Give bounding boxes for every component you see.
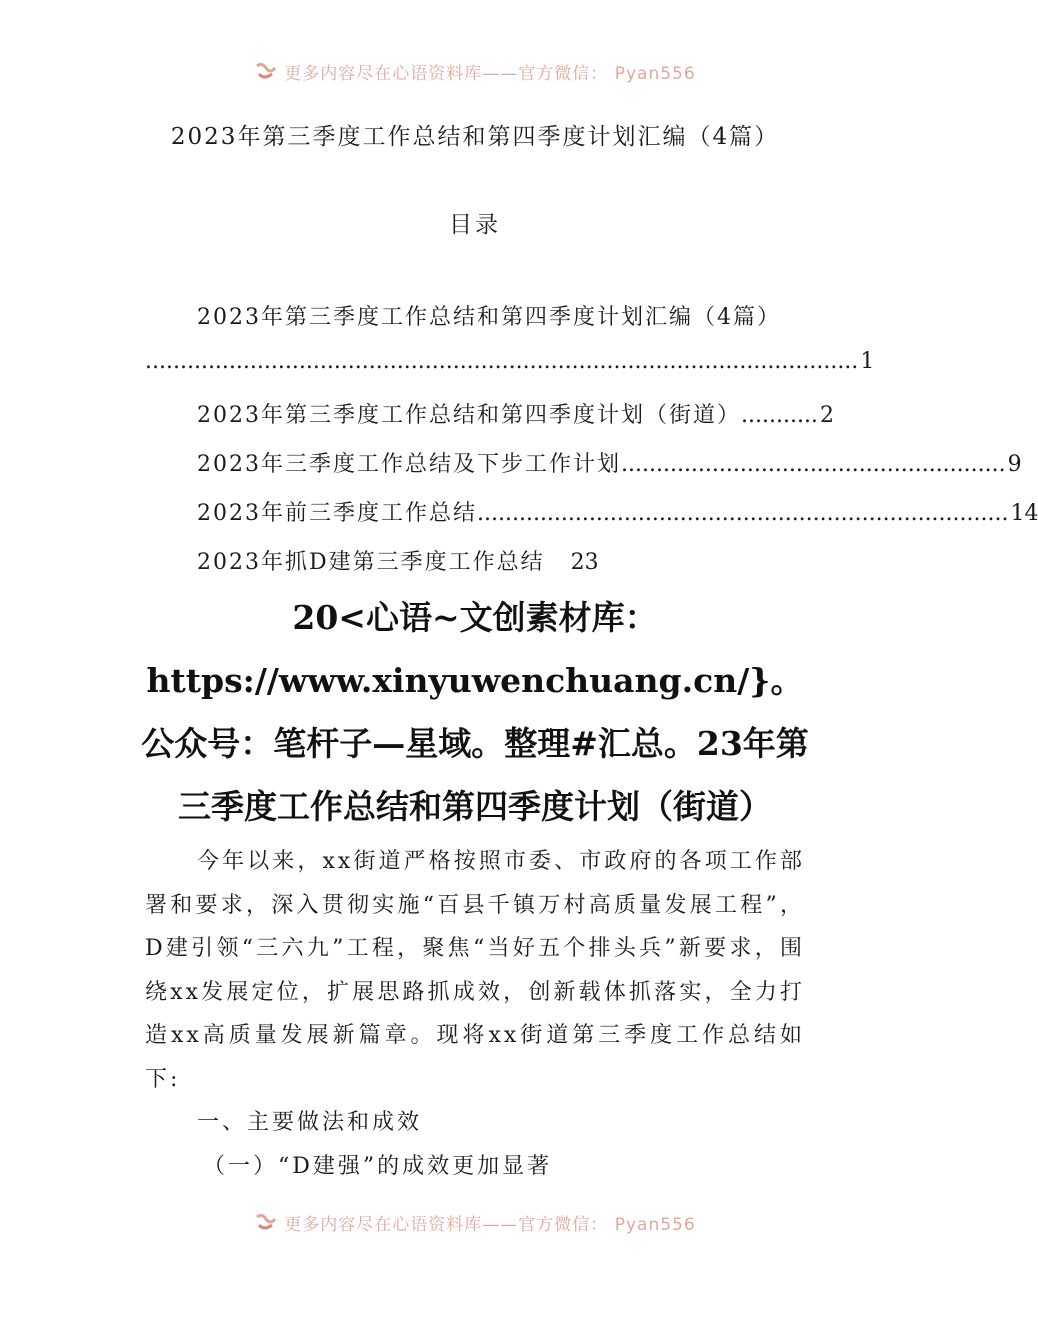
toc-entry-1[interactable] bbox=[145, 300, 805, 331]
watermark-bottom bbox=[0, 1207, 950, 1237]
toc-dot-leader: ...................................................................................................... bbox=[145, 349, 859, 374]
toc-dot-leader: ....................................................... bbox=[621, 452, 1006, 477]
toc-page-number: 9 bbox=[1007, 452, 1022, 477]
body-text bbox=[145, 840, 805, 1188]
toc-entry-title: 2023年第三季度工作总结和第四季度计划汇编（4篇） bbox=[197, 305, 781, 330]
toc-entry-4[interactable] bbox=[145, 496, 1038, 527]
toc-page-number: 14 bbox=[1010, 501, 1038, 526]
logo-icon bbox=[254, 60, 278, 82]
document-title: 2023年第三季度工作总结和第四季度计划汇编（4篇） bbox=[170, 124, 780, 150]
toc-page-number: 1 bbox=[860, 349, 875, 374]
toc-entry-2[interactable] bbox=[145, 398, 834, 429]
body-paragraph: 今年以来，xx街道严格按照市委、市政府的各项工作部署和要求，深入贯彻实施“百县千镇万村高质量发展工程”，D建引领“三六九”工程，聚焦“当好五个排头兵”新要求，围绕xx发展定位，扩展思路抓成效，创新载体抓落实，全力打造xx高质量发展新篇章。现将xx街道第三季度工作总结如下: bbox=[145, 849, 805, 1092]
logo-icon bbox=[254, 1211, 278, 1233]
toc-entry-title: 2023年三季度工作总结及下步工作计划 bbox=[197, 452, 621, 477]
subsection-title: （一）“D建强”的成效更加显著 bbox=[203, 1153, 553, 1179]
watermark-top bbox=[0, 56, 950, 86]
toc-entry-title: 2023年前三季度工作总结 bbox=[197, 501, 477, 526]
toc-heading: 目录 bbox=[449, 212, 501, 238]
watermark-text: 更多内容尽在心语资料库——官方微信： Pyan556 bbox=[284, 63, 696, 84]
toc-entry-5[interactable] bbox=[145, 545, 599, 576]
toc-dot-leader: ............................................................................ bbox=[477, 501, 1009, 526]
toc-entry-3[interactable] bbox=[145, 447, 1022, 478]
toc-page-number: 23 bbox=[570, 550, 599, 575]
toc-entry-title: 2023年抓D建第三季度工作总结 bbox=[197, 550, 545, 575]
watermark-text: 更多内容尽在心语资料库——官方微信： Pyan556 bbox=[284, 1214, 696, 1235]
section-title: 一、主要做法和成效 bbox=[197, 1110, 423, 1135]
toc-page-number: 2 bbox=[819, 403, 834, 428]
section-heading: 20<心语~文创素材库：https://www.xinyuwenchuang.cn/}。公众号：笔杆子—星域。整理#汇总。23年第三季度工作总结和第四季度计划（街道） bbox=[141, 598, 809, 826]
toc-dot-leader: ........... bbox=[741, 403, 818, 428]
toc-entry-title: 2023年第三季度工作总结和第四季度计划（街道） bbox=[197, 403, 741, 428]
toc-entry-1-leader[interactable] bbox=[145, 349, 875, 374]
